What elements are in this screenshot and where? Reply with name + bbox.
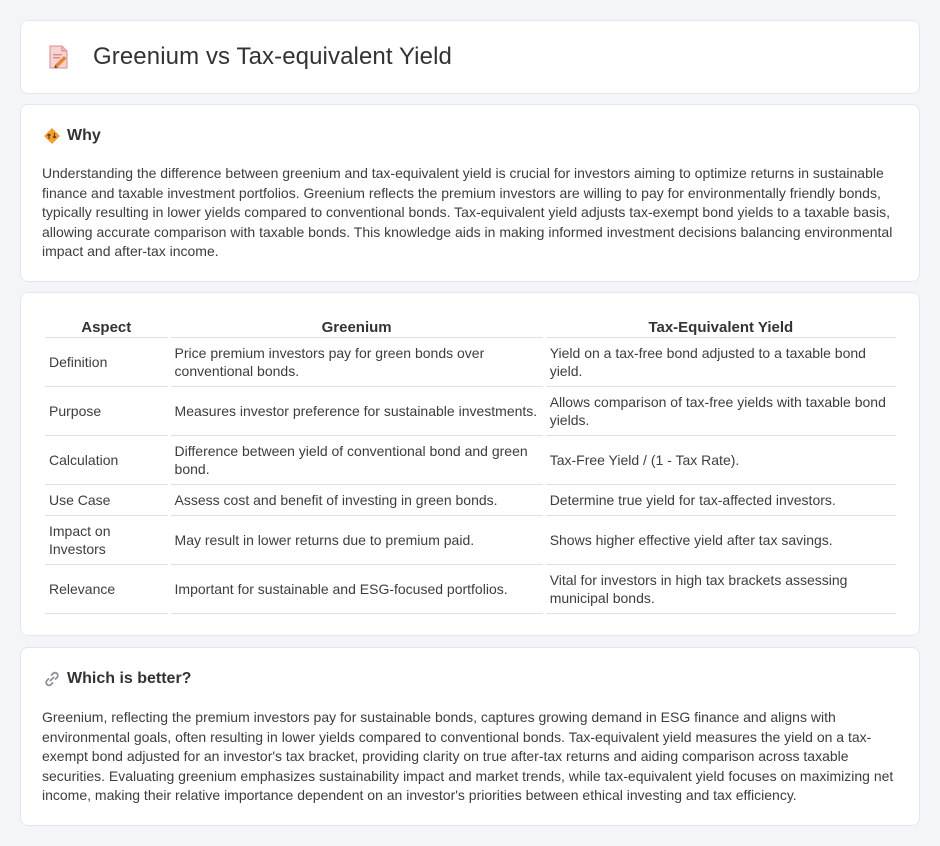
- header-tax-equivalent-yield: Tax-Equivalent Yield: [546, 316, 896, 338]
- tax-yield-cell: Vital for investors in high tax brackets assessing municipal bonds.: [546, 565, 896, 614]
- tax-yield-cell: Allows comparison of tax-free yields with taxable bond yields.: [546, 387, 896, 436]
- table-row: [45, 565, 896, 614]
- table-row: [45, 485, 896, 516]
- greenium-cell: Important for sustainable and ESG-focused portfolios.: [171, 565, 543, 614]
- greenium-cell: Assess cost and benefit of investing in green bonds.: [171, 485, 543, 516]
- tax-yield-cell: Tax-Free Yield / (1 - Tax Rate).: [546, 436, 896, 485]
- aspect-cell: Purpose: [45, 387, 168, 436]
- tax-yield-cell: Determine true yield for tax-affected investors.: [546, 485, 896, 516]
- aspect-cell: Definition: [45, 338, 168, 387]
- diamond-arrows-icon: [43, 127, 61, 145]
- page-title: Greenium vs Tax-equivalent Yield: [93, 43, 452, 70]
- table-row: [45, 387, 896, 436]
- greenium-cell: May result in lower returns due to premium paid.: [171, 516, 543, 565]
- title-card: [20, 20, 920, 94]
- comparison-table: [42, 316, 899, 614]
- link-icon: [43, 670, 61, 688]
- which-is-better-title: Which is better?: [67, 670, 192, 687]
- greenium-cell: Price premium investors pay for green bonds over conventional bonds.: [171, 338, 543, 387]
- why-section: [20, 104, 920, 282]
- greenium-cell: Difference between yield of conventional bond and green bond.: [171, 436, 543, 485]
- document-pencil-icon: [45, 43, 73, 71]
- table-row: [45, 436, 896, 485]
- tax-yield-cell: Yield on a tax-free bond adjusted to a taxable bond yield.: [546, 338, 896, 387]
- why-title: Why: [67, 127, 101, 144]
- table-row: [45, 516, 896, 565]
- which-is-better-text: Greenium, reflecting the premium investors pay for sustainable bonds, captures growing demand in ESG finance and aligns with environmental goals, often resulting in lower yields compared to conventional bonds. Tax-equivalent yield measures the yield on a tax-exempt bond adjusted for an investor's tax bracket, providing clarity on true after-tax returns and aiding comparison across taxable securities. Evaluating greenium emphasizes sustainability impact and market trends, while tax-equivalent yield focuses on maximizing net income, making their relative importance dependent on an investor's priorities between ethical investing and tax efficiency.: [42, 709, 894, 803]
- comparison-table-card: [20, 292, 920, 636]
- aspect-cell: Impact on Investors: [45, 516, 168, 565]
- which-is-better-section: [20, 647, 920, 826]
- tax-yield-cell: Shows higher effective yield after tax savings.: [546, 516, 896, 565]
- header-aspect: Aspect: [45, 316, 168, 338]
- table-row: [45, 338, 896, 387]
- aspect-cell: Use Case: [45, 485, 168, 516]
- why-text: Understanding the difference between greenium and tax-equivalent yield is crucial for investors aiming to optimize returns in sustainable finance and taxable investment portfolios. Greenium reflects the premium investors are willing to pay for environmentally friendly bonds, typically resulting in lower yields compared to conventional bonds. Tax-equivalent yield adjusts tax-exempt bond yields to a taxable basis, allowing accurate comparison with taxable bonds. This knowledge aids in making informed investment decisions balancing environmental impact and after-tax income.: [42, 165, 893, 259]
- aspect-cell: Relevance: [45, 565, 168, 614]
- aspect-cell: Calculation: [45, 436, 168, 485]
- header-greenium: Greenium: [171, 316, 543, 338]
- table-header-row: [45, 316, 896, 338]
- greenium-cell: Measures investor preference for sustainable investments.: [171, 387, 543, 436]
